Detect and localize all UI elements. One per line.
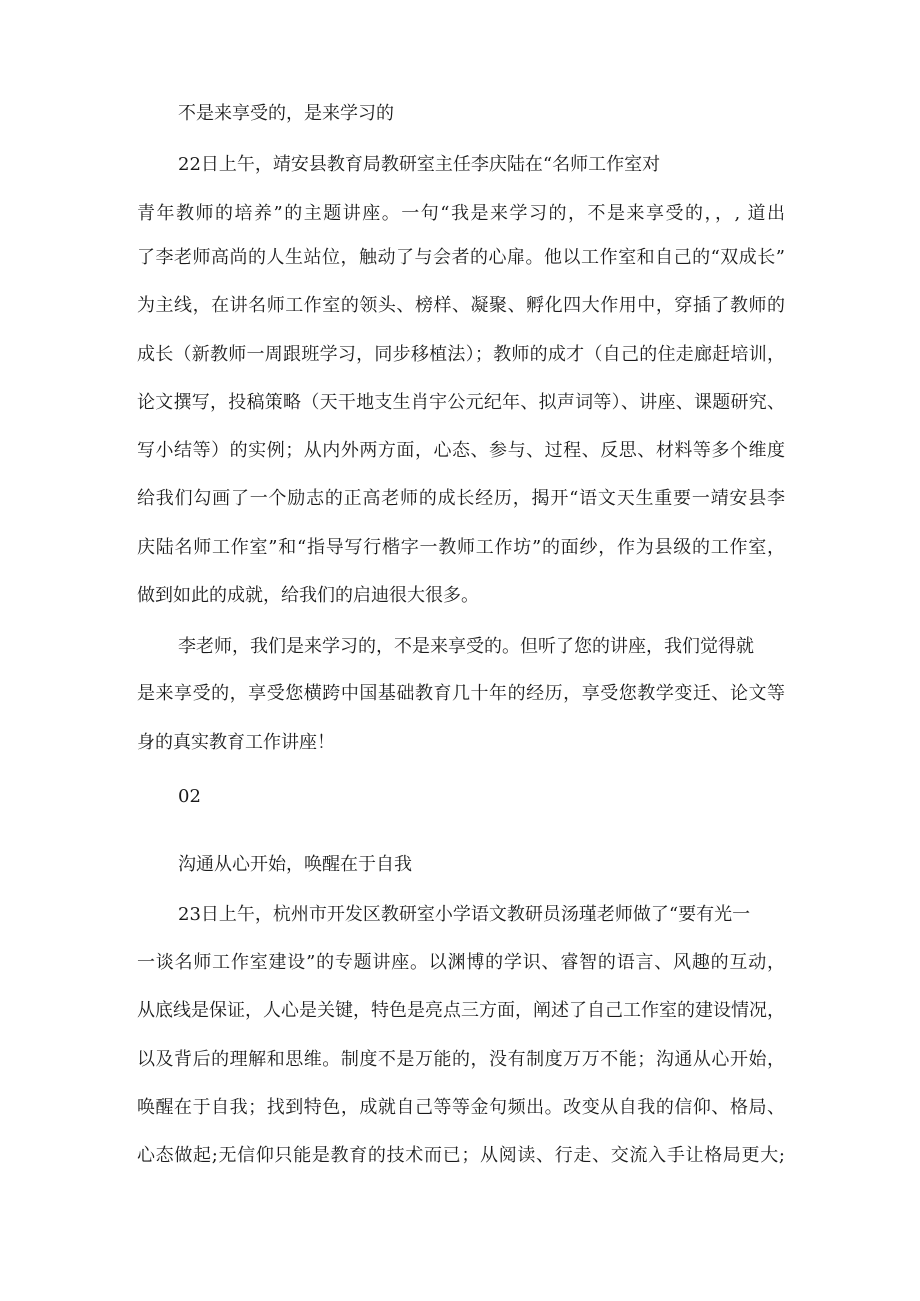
section-heading: 沟通从心开始，唤醒在于自我 (178, 854, 412, 875)
paragraph-line: 庆陆名师工作室”和“指导写行楷字一教师工作坊”的面纱，作为县级的工作室， (137, 537, 785, 558)
paragraph-line: 从底线是保证，人心是关键，特色是亮点三方面，阐述了自己工作室的建设情况， (137, 1000, 785, 1021)
paragraph-line: 心态做起;无信仰只能是教育的技术而已；从阅读、行走、交流入手让格局更大; (137, 1145, 785, 1166)
paragraph-line: 给我们勾画了一个励志的正高老师的成长经历，揭开“语文天生重要一靖安县李 (137, 488, 785, 509)
section-heading: 不是来享受的，是来学习的 (178, 103, 394, 124)
section-number: 02 (178, 786, 201, 807)
paragraph-line: 写小结等）的实例；从内外两方面，心态、参与、过程、反思、材料等多个维度 (137, 440, 785, 461)
paragraph-line: 一谈名师工作室建设”的专题讲座。以渊博的学识、睿智的语言、风趣的互动， (137, 952, 785, 973)
paragraph-line: 唤醒在于自我；找到特色，成就自己等等金句频出。改变从自我的信仰、格局、 (137, 1097, 785, 1118)
paragraph-line: 以及背后的理解和思维。制度不是万能的，没有制度万万不能；沟通从心开始， (137, 1049, 785, 1070)
paragraph-line: 是来享受的，享受您横跨中国基础教育几十年的经历，享受您教学变迁、论文等 (137, 683, 785, 704)
paragraph-line: 做到如此的成就，给我们的启迪很大很多。 (137, 585, 479, 606)
paragraph-line: 身的真实教育工作讲座！ (137, 732, 335, 753)
paragraph-line: 为主线，在讲名师工作室的领头、榜样、凝聚、孵化四大作用中，穿插了教师的 (137, 295, 785, 316)
paragraph-line: 了李老师高尚的人生站位，触动了与会者的心扉。他以工作室和自己的“双成长” (137, 247, 785, 268)
paragraph-line: 成长（新教师一周跟班学习，同步移植法）；教师的成才（自己的住走廊赶培训， (137, 344, 785, 365)
paragraph-line: 论文撰写，投稿策略（天干地支生肖宇公元纪年、拟声词等）、讲座、课题研究、 (137, 392, 785, 413)
paragraph-line: 青年教师的培养”的主题讲座。一句“我是来学习的，不是来享受的，，, 道出 (137, 203, 785, 224)
paragraph-line: 22日上午，靖安县教育局教研室主任李庆陆在“名师工作室对 (178, 154, 661, 175)
paragraph-line: 李老师，我们是来学习的，不是来享受的。但听了您的讲座，我们觉得就 (178, 636, 754, 657)
paragraph-line: 23日上午，杭州市开发区教研室小学语文教研员汤瑾老师做了“要有光一 (178, 904, 751, 925)
